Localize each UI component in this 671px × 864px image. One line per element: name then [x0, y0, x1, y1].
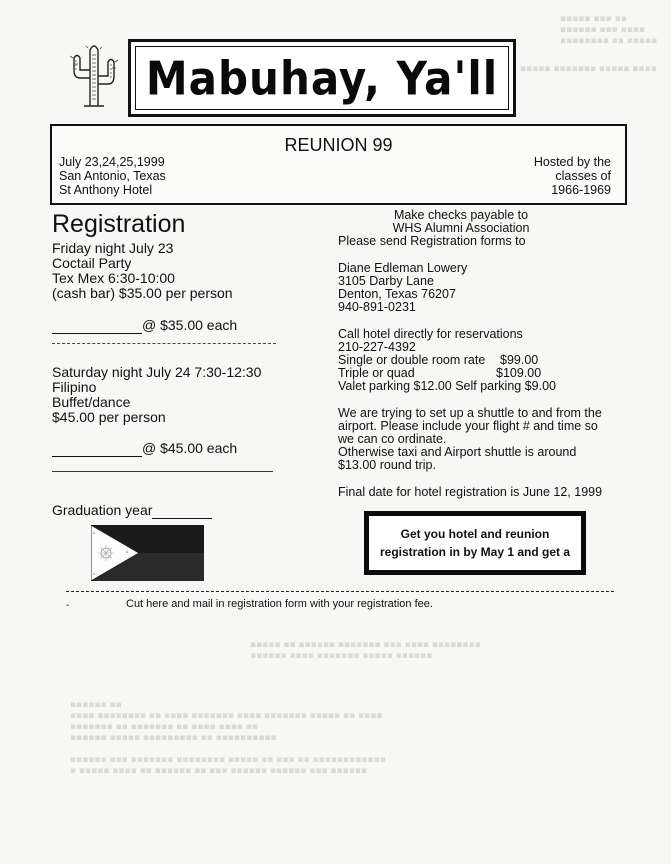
- hosted-line-1: Hosted by the: [533, 155, 611, 169]
- saturday-price-each: @ $45.00 each: [142, 440, 238, 456]
- event-city: San Antonio, Texas: [59, 169, 166, 183]
- saturday-event: [52, 365, 261, 425]
- saturday-line-1: Saturday night July 24 7:30-12:30: [52, 364, 262, 380]
- contact-address: [338, 262, 467, 314]
- friday-line-4: (cash bar) $35.00 per person: [52, 285, 233, 301]
- friday-line-1: Friday night July 23: [52, 240, 174, 256]
- hosted-line-2: classes of: [555, 169, 611, 183]
- promo-box: [364, 511, 586, 575]
- send-forms-line: Please send Registration forms to: [338, 234, 526, 248]
- banner-title: REUNION 99: [284, 135, 393, 155]
- cut-dash-mark: -: [66, 600, 70, 611]
- triple-rate-price: $109.00: [496, 366, 542, 380]
- single-rate-label: Single or double room rate: [338, 353, 486, 367]
- single-rate-price: $99.00: [500, 353, 539, 367]
- promo-line-2: registration in by May 1 and get a: [379, 545, 571, 559]
- event-venue: St Anthony Hotel: [59, 183, 153, 197]
- contact-name: Diane Edleman Lowery: [338, 261, 468, 275]
- registration-heading: Registration: [52, 210, 186, 238]
- cut-instructions: Cut here and mail in registration form with your registration fee.: [126, 598, 433, 610]
- page-title: Mabuhay, Ya'll: [145, 51, 499, 105]
- saturday-quantity-blank[interactable]: [52, 441, 142, 457]
- reunion-banner: [50, 124, 627, 205]
- saturday-line-4: $45.00 per person: [52, 409, 166, 425]
- graduation-label: Graduation year: [52, 502, 153, 518]
- saturday-line-3: Buffet/dance: [52, 394, 131, 410]
- checks-line-2: WHS Alumni Association: [392, 221, 530, 235]
- friday-quantity-row: [52, 318, 237, 334]
- checks-line-1: Make checks payable to: [393, 208, 529, 222]
- checks-payable: [356, 209, 566, 235]
- bleed-through-text: ▪▪▪▪▪ ▪▪ ▪▪▪▪▪▪ ▪▪▪▪▪▪▪ ▪▪▪ ▪▪▪▪ ▪▪▪▪▪▪▪▪ ▪▪▪▪▪▪ ▪▪▪▪ ▪▪▪▪▪▪▪ ▪▪▪▪▪ ▪▪▪▪▪▪: [250, 640, 481, 661]
- shuttle-line-5: $13.00 round trip.: [338, 458, 436, 472]
- friday-price-each: @ $35.00 each: [142, 317, 238, 333]
- hosted-line-3: 1966-1969: [551, 183, 611, 197]
- friday-event: [52, 241, 233, 301]
- friday-line-2: Coctail Party: [52, 255, 132, 271]
- cut-here-line: [66, 591, 614, 592]
- triple-rate-label: Triple or quad: [338, 366, 415, 380]
- friday-quantity-blank[interactable]: [52, 318, 142, 334]
- title-box: [128, 39, 516, 117]
- philippine-flag-icon: [91, 525, 204, 581]
- shuttle-line-4: Otherwise taxi and Airport shuttle is around: [338, 445, 577, 459]
- shuttle-line-2: airport. Please include your flight # and time so: [338, 419, 598, 433]
- graduation-row: [52, 503, 212, 519]
- shuttle-line-3: we can co ordinate.: [338, 432, 447, 446]
- bleed-through-text: ▪▪▪▪▪ ▪▪▪ ▪▪ ▪▪▪▪▪▪ ▪▪▪ ▪▪▪▪ ▪▪▪▪▪▪▪▪ ▪▪ ▪▪▪▪▪: [560, 14, 658, 46]
- hotel-call-line: Call hotel directly for reservations: [338, 327, 523, 341]
- final-date-note: Final date for hotel registration is June 12, 1999: [338, 485, 603, 499]
- bleed-through-text: ▪▪▪▪▪▪ ▪▪ ▪▪▪▪ ▪▪▪▪▪▪▪▪ ▪▪ ▪▪▪▪ ▪▪▪▪▪▪▪ ▪▪▪▪ ▪▪▪▪▪▪▪ ▪▪▪▪▪ ▪▪ ▪▪▪▪ ▪▪▪▪▪▪▪ ▪▪ ▪▪▪▪▪▪▪ ▪▪ ▪▪▪▪ ▪▪▪▪ ▪▪ ▪▪▪▪▪▪ ▪▪▪▪▪ ▪▪▪▪▪▪▪▪▪ ▪▪ ▪▪▪▪▪▪▪▪▪▪ ▪▪▪▪▪▪ ▪▪▪ ▪▪▪▪▪▪▪ ▪▪▪▪▪▪▪▪ ▪▪▪▪▪ ▪▪ ▪▪▪ ▪▪ ▪▪▪▪▪▪▪▪▪▪▪▪ ▪ ▪▪▪▪▪ ▪▪▪▪ ▪▪ ▪▪▪▪▪▪ ▪▪ ▪▪▪ ▪▪▪▪▪▪ ▪▪▪▪▪▪ ▪▪▪ ▪▪▪▪▪▪: [70, 700, 386, 776]
- promo-line-1: Get you hotel and reunion: [400, 527, 550, 541]
- parking-rates: Valet parking $12.00 Self parking $9.00: [338, 379, 556, 393]
- saturday-quantity-row: [52, 441, 237, 457]
- contact-city: Denton, Texas 76207: [338, 287, 456, 301]
- shuttle-line-1: We are trying to set up a shuttle to and from the: [338, 406, 602, 420]
- promo-inner: [369, 516, 581, 570]
- name-write-line[interactable]: [52, 471, 273, 472]
- graduation-year-blank[interactable]: [152, 503, 212, 519]
- friday-line-3: Tex Mex 6:30-10:00: [52, 270, 175, 286]
- contact-phone: 940-891-0231: [338, 300, 416, 314]
- triple-rate-row: [338, 367, 578, 380]
- hotel-phone: 210-227-4392: [338, 340, 416, 354]
- shuttle-info: [338, 407, 628, 472]
- host-details: [534, 155, 611, 197]
- cactus-logo-icon: [66, 40, 122, 110]
- title-inner-frame: [135, 46, 509, 110]
- bleed-through-text: ▪▪▪▪▪ ▪▪▪▪▪▪▪ ▪▪▪▪▪ ▪▪▪▪: [520, 64, 657, 74]
- saturday-line-2: Filipino: [52, 379, 97, 395]
- event-dates: July 23,24,25,1999: [59, 155, 165, 169]
- event-details: [59, 155, 166, 197]
- hotel-info: [338, 328, 578, 393]
- contact-street: 3105 Darby Lane: [338, 274, 434, 288]
- section-divider: [52, 343, 276, 344]
